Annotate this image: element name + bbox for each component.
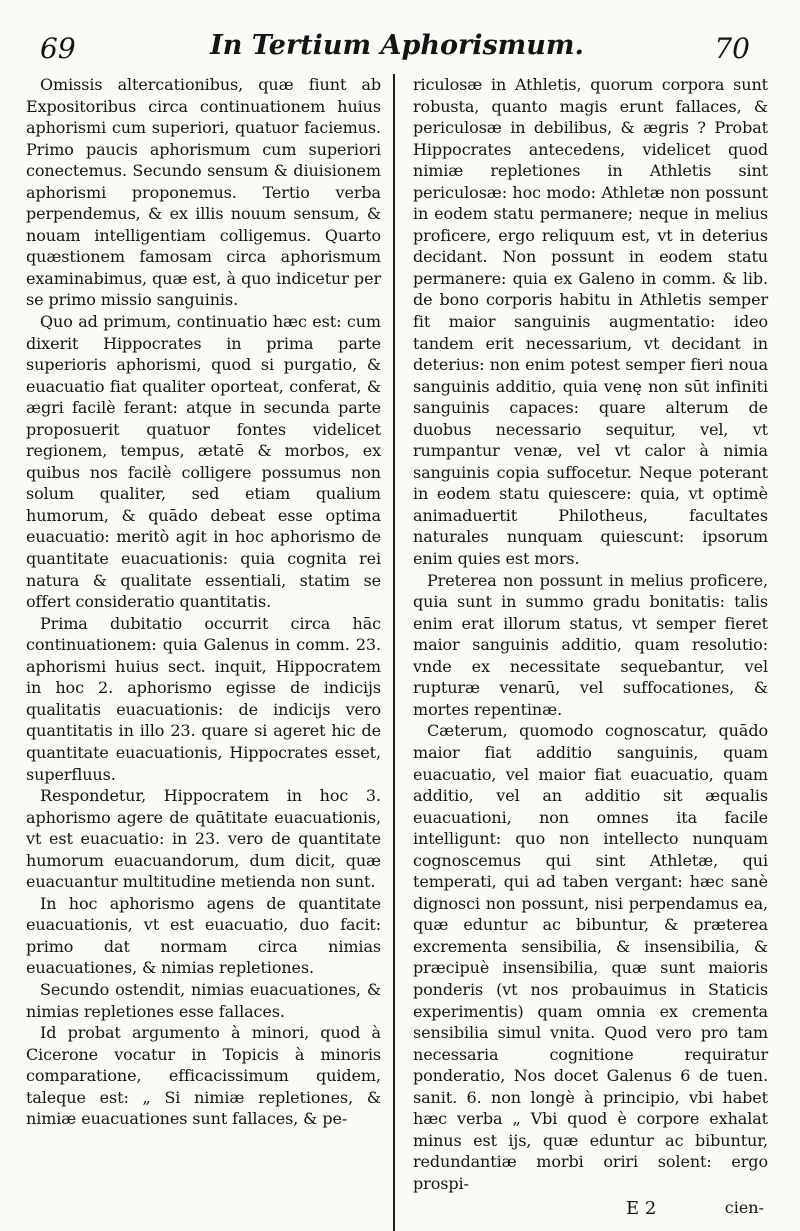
left-page-number: 69 — [40, 32, 76, 65]
left-column — [26, 74, 381, 1194]
paragraph: Prima dubitatio occurrit circa hāc continuationem: quia Galenus in comm. 23. aphorismi huius sect. inquit, Hippocratem in hoc 2. aphorismo egisse de indicijs qualitatis euacuationis: de indicijs vero quantitatis in illo 23. quare si ageret hic de quantitate euacuationis, Hippocrates esset, superfluus. — [26, 613, 381, 784]
paragraph: Respondetur, Hippocratem in hoc 3. aphorismo agere de quātitate euacuationis, vt est euacuatio: in 23. vero de quantitate humorum euacuandorum, dum dicit, quæ euacuantur multitudine metienda non sunt. — [26, 786, 381, 892]
page-footer — [26, 1198, 768, 1222]
paragraph: Id probat argumento à minori, quod à Cicerone vocatur in Topicis à minoris comparatione, efficacissimum quidem, taleque est: „ Si nimiæ repletiones, & nimiæ euacuationes sunt fallaces, & pe- — [26, 1023, 381, 1129]
paragraph: Omissis altercationibus, quæ fiunt ab Expositoribus circa continuationem huius aphorismi cum superiori, quatuor faciemus. Primo paucis aphorismum cum superiori conectemus. Secundo sensum & diuisionem aphorismi proponemus. Tertio verba perpendemus, & ex illis nouum sensum, & nouam intelligentiam colligemus. Quarto quæstionem famosam circa aphorismum examinabimus, quæ est, à quo indicetur per se primo missio sanguinis. — [26, 75, 381, 310]
right-column — [413, 74, 768, 1194]
text-columns — [26, 74, 768, 1194]
page-header — [26, 30, 768, 72]
paragraph: Cæterum, quomodo cognoscatur, quādo maior fiat additio sanguinis, quam euacuatio, vel maior fiat euacuatio, quam additio, vel an additio sit æqualis euacuationi, non omnes ita facile intelligunt: quo non intellecto nunquam cognoscemus qui sint Athletæ, qui temperati, qui ad taben vergant: hæc sanè dignosci non possunt, nisi perpendamus ea, quæ eduntur ac bibuntur, & præterea excrementa sensibilia, & insensibilia, & præcipuè insensibilia, quæ sunt maioris ponderis (vt nos probauimus in Staticis experimentis) quam omnia ex crementa sensibilia simul vnita. Quod vero pro tam necessaria cognitione requiratur ponderatio, Nos docet Galenus 6 de tuen. sanit. 6. non longè à principio, vbi habet hæc verba „ Vbi quod è corpore exhalat minus est ijs, quæ eduntur ac bibuntur, redundantiæ morbi oriri solent: ergo prospi- — [413, 721, 768, 1193]
right-page-number: 70 — [714, 32, 750, 65]
catchword: cien- — [724, 1198, 764, 1218]
paragraph: Preterea non possunt in melius proficere, quia sunt in summo gradu bonitatis: talis enim erat illorum status, vt semper fieret maior sanguinis additio, quam resolutio: vnde ex necessitate sequebantur, vel rupturæ venarū, vel suffocationes, & mortes repentinæ. — [413, 570, 768, 719]
column-divider — [393, 74, 395, 1231]
running-title: In Tertium Aphorismum. — [210, 30, 584, 61]
signature-mark: E 2 — [626, 1198, 657, 1220]
paragraph: riculosæ in Athletis, quorum corpora sunt robusta, quanto magis erunt fallaces, & periculosæ in debilibus, & ægris ? Probat Hippocrates antecedens, videlicet quod nimiæ repletiones in Athletis sint periculosæ: hoc modo: Athletæ non possunt in eodem statu permanere; neque in melius proficere, ergo reliquum est, vt in deterius decidant. Non possunt in eodem statu permanere: quia ex Galeno in comm. & lib. de bono corporis habitu in Athletis semper fit maior sanguinis augmentatio: ideo tandem erit necessarium, vt decidant in deterius: non enim potest semper fieri noua sanguinis additio, quia venę non sūt infiniti sanguinis capaces: quare alterum de duobus necessario sequitur, vel, vt rumpantur venæ, vel vt calor à nimia sanguinis copia suffocetur. Neque poterant in eodem statu quiescere: quia, vt optimè animaduertit Philotheus, facultates naturales nunquam quiescunt: ipsorum enim quies est mors. — [413, 75, 768, 569]
paragraph: Secundo ostendit, nimias euacuationes, & nimias repletiones esse fallaces. — [26, 979, 381, 1021]
paragraph: In hoc aphorismo agens de quantitate euacuationis, vt est euacuatio, duo facit: primo dat normam circa nimias euacuationes, & nimias repletiones. — [26, 893, 381, 978]
paragraph: Quo ad primum, continuatio hæc est: cum dixerit Hippocrates in prima parte superioris aphorismi, quod si purgatio, & euacuatio fiat qualiter oporteat, conferat, & ægri facilè ferant: atque in secunda parte proposuerit quatuor fontes videlicet regionem, tempus, ætatē & morbos, ex quibus nos facilè colligere possumus non solum qualiter, sed etiam qualium humorum, & quādo debeat esse optima euacuatio: meritò agit in hoc aphorismo de quantitate euacuationis: quia cognita rei natura & qualitate essentiali, statim se offert consideratio quantitatis. — [26, 312, 381, 612]
